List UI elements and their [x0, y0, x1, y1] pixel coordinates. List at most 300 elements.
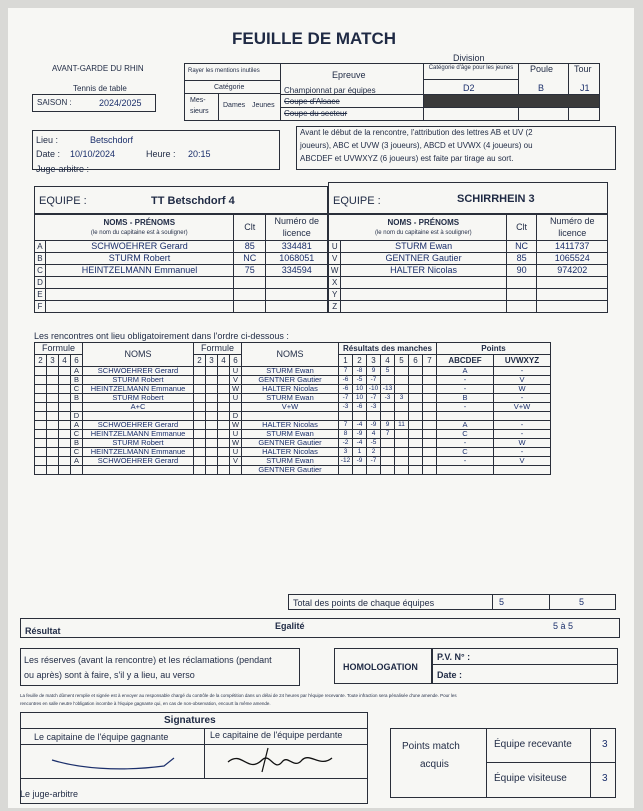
team-a-table	[34, 214, 328, 313]
resultats-header: Résultats des manches	[339, 343, 437, 355]
set-number: 7	[423, 355, 437, 367]
set-number: 6	[409, 355, 423, 367]
set-score	[395, 457, 409, 466]
date-label: Date :	[36, 149, 61, 159]
set-score	[381, 376, 395, 385]
match-row	[35, 466, 551, 475]
formule-a-cell	[47, 403, 59, 412]
team-a-letter: F	[35, 301, 46, 313]
points-b-header: UVWXYZ	[494, 355, 551, 367]
club-name: AVANT-GARDE DU RHIN	[52, 64, 144, 73]
team-a-header	[34, 186, 328, 214]
set-score	[381, 466, 395, 475]
formule-b-cell	[194, 385, 206, 394]
recevante-label: Équipe recevante	[494, 739, 572, 750]
team-b-player-clt	[506, 289, 537, 301]
team-a-player-name: STURM Robert	[45, 253, 233, 265]
match-sheet	[8, 8, 634, 808]
tirage-line-1: Avant le début de la rencontre, l'attribution des lettres AB et UV (2	[300, 128, 533, 137]
formule-b-cell	[218, 385, 230, 394]
team-b-player-clt: NC	[506, 241, 537, 253]
points-a-cell: -	[437, 457, 494, 466]
match-player-a: SCHWOEHRER Gerard	[83, 367, 194, 376]
match-player-b: HALTER Nicolas	[242, 421, 339, 430]
match-letter-b: V	[230, 457, 242, 466]
team-a-player-clt: 75	[234, 265, 266, 277]
set-score	[423, 376, 437, 385]
team-b-capitaine-note: (le nom du capitaine est à souligner)	[374, 230, 472, 236]
set-score	[409, 385, 423, 394]
match-player-a	[83, 412, 194, 421]
team-a-player-name: HEINTZELMANN Emmanuel	[45, 265, 233, 277]
formule-b-cell	[206, 385, 218, 394]
points-match-label-2: acquis	[420, 759, 449, 770]
juge-label: Juge-arbitre :	[36, 164, 90, 174]
reserves-box	[20, 648, 300, 686]
set-score	[423, 457, 437, 466]
match-letter-a: A	[71, 421, 83, 430]
match-row	[35, 412, 551, 421]
formule-b-cell	[218, 430, 230, 439]
points-a-cell: C	[437, 430, 494, 439]
match-letter-a	[71, 466, 83, 475]
match-player-b: GENTNER Gautier	[242, 376, 339, 385]
formule-a-cell	[47, 466, 59, 475]
set-score	[423, 466, 437, 475]
match-row	[35, 421, 551, 430]
points-a-cell	[437, 466, 494, 475]
points-header: Points	[437, 343, 551, 355]
date-value: 10/10/2024	[70, 149, 116, 159]
team-a-player-licence: 334594	[266, 265, 328, 277]
match-player-a	[83, 466, 194, 475]
team-a-player-licence	[266, 289, 328, 301]
formule-a-cell	[47, 367, 59, 376]
match-player-b: GENTNER Gautier	[242, 439, 339, 448]
set-score	[409, 439, 423, 448]
team-b-letter: Y	[329, 289, 341, 301]
dames-label: Dames	[223, 102, 246, 109]
set-score	[395, 466, 409, 475]
set-score	[409, 403, 423, 412]
formule-a-cell	[47, 421, 59, 430]
set-score	[423, 421, 437, 430]
points-a-cell: -	[437, 403, 494, 412]
points-a-cell: -	[437, 439, 494, 448]
points-a-cell: B	[437, 394, 494, 403]
team-b-player-name: HALTER Nicolas	[341, 265, 506, 277]
epreuve-item-3: Coupe du secteur	[284, 109, 348, 118]
set-score: -7	[339, 394, 353, 403]
points-a-cell: A	[437, 367, 494, 376]
redacted-bar	[424, 95, 599, 107]
team-b-header	[328, 182, 608, 214]
match-row	[35, 448, 551, 457]
team-a-letter: A	[35, 241, 46, 253]
total-a: 5	[499, 597, 505, 607]
set-score: 3	[339, 448, 353, 457]
poule-value: B	[538, 83, 545, 93]
lieu-label: Lieu :	[36, 135, 59, 145]
team-a-player-licence	[266, 301, 328, 313]
match-letter-b: V	[230, 376, 242, 385]
set-score	[339, 412, 353, 421]
set-number: 1	[339, 355, 353, 367]
points-b-cell	[494, 412, 551, 421]
formule-b-cell	[206, 457, 218, 466]
set-score: -12	[339, 457, 353, 466]
points-b-cell: -	[494, 448, 551, 457]
formule-b-cell	[194, 367, 206, 376]
team-b-row	[329, 241, 608, 253]
formule-a-number: 3	[47, 355, 59, 367]
team-b-player-name	[341, 277, 506, 289]
match-letter-b: W	[230, 385, 242, 394]
set-score	[409, 412, 423, 421]
team-a-noms-header: NOMS - PRÉNOMS	[103, 218, 176, 227]
division-value: D2	[463, 83, 475, 93]
set-score: -10	[367, 385, 381, 394]
set-score	[395, 403, 409, 412]
formule-a-number: 4	[59, 355, 71, 367]
formule-a-cell	[59, 430, 71, 439]
points-a-cell: -	[437, 376, 494, 385]
team-a-equipe-label: EQUIPE :	[39, 195, 87, 207]
match-letter-a: D	[71, 412, 83, 421]
team-b-player-name: GENTNER Gautier	[341, 253, 506, 265]
formule-a-cell	[47, 394, 59, 403]
formule-b-cell	[206, 448, 218, 457]
formule-a-cell	[35, 421, 47, 430]
formule-b-cell	[194, 430, 206, 439]
formule-b-cell	[218, 376, 230, 385]
formule-a-cell	[59, 457, 71, 466]
team-b-letter: Z	[329, 301, 341, 313]
set-score: 7	[339, 421, 353, 430]
team-b-player-licence	[537, 289, 608, 301]
set-score: 5	[381, 367, 395, 376]
set-score	[381, 403, 395, 412]
set-score: 10	[353, 385, 367, 394]
result-row	[20, 618, 620, 638]
formule-b-cell	[194, 403, 206, 412]
set-score: -4	[353, 421, 367, 430]
team-b-player-name	[341, 289, 506, 301]
points-match-label-1: Points match	[402, 741, 460, 752]
match-player-b: STURM Ewan	[242, 367, 339, 376]
set-score: 1	[353, 448, 367, 457]
formule-b-cell	[206, 430, 218, 439]
formule-a-header: Formule	[35, 343, 83, 355]
reserves-line-1: Les réserves (avant la rencontre) et les réclamations (pendant	[24, 655, 272, 665]
match-player-a: HEINTZELMANN Emmanue	[83, 448, 194, 457]
formule-b-cell	[206, 367, 218, 376]
formule-b-cell	[194, 439, 206, 448]
set-number: 4	[381, 355, 395, 367]
points-b-cell: -	[494, 367, 551, 376]
set-score	[395, 367, 409, 376]
formule-b-cell	[194, 466, 206, 475]
visiteuse-value: 3	[602, 773, 608, 784]
team-b-letter: X	[329, 277, 341, 289]
match-letter-a: A	[71, 367, 83, 376]
pv-date-label: Date :	[437, 670, 463, 680]
team-b-player-clt	[506, 277, 537, 289]
team-a-row	[35, 253, 328, 265]
match-letter-a: B	[71, 439, 83, 448]
team-a-player-name	[45, 289, 233, 301]
match-row	[35, 439, 551, 448]
team-a-player-name: SCHWOEHRER Gerard	[45, 241, 233, 253]
season-box	[32, 94, 156, 112]
heure-label: Heure :	[146, 149, 176, 159]
set-score: 2	[367, 448, 381, 457]
set-score: -6	[339, 385, 353, 394]
points-b-cell	[494, 466, 551, 475]
team-a-name: TT Betschdorf 4	[151, 195, 235, 207]
set-score	[395, 430, 409, 439]
formule-a-cell	[35, 448, 47, 457]
match-letter-a: C	[71, 430, 83, 439]
team-b-row	[329, 301, 608, 313]
division-note: Catégorie d'âge pour les jeunes	[428, 65, 514, 71]
points-b-cell: -	[494, 394, 551, 403]
formule-a-cell	[59, 448, 71, 457]
set-score: 9	[367, 367, 381, 376]
formule-b-number: 4	[218, 355, 230, 367]
set-score: -9	[353, 430, 367, 439]
set-score: -3	[339, 403, 353, 412]
set-score	[381, 457, 395, 466]
set-score	[395, 439, 409, 448]
formule-b-cell	[218, 412, 230, 421]
team-b-licence-header-2: licence	[558, 228, 587, 238]
set-score	[409, 394, 423, 403]
set-score	[409, 448, 423, 457]
rayer-note: Rayer les mentions inutiles	[188, 68, 260, 74]
points-b-cell: -	[494, 430, 551, 439]
formule-b-cell	[218, 457, 230, 466]
formule-b-cell	[194, 376, 206, 385]
set-score	[353, 466, 367, 475]
heure-value: 20:15	[188, 149, 211, 159]
set-score	[395, 448, 409, 457]
team-b-name: SCHIRRHEIN 3	[457, 193, 535, 205]
set-score	[423, 403, 437, 412]
team-b-row	[329, 265, 608, 277]
team-a-player-name	[45, 277, 233, 289]
fine-print-1: La feuille de match dûment remplie et signée est à envoyer au responsable chargé du contrôle de la compétition dans un délai de 24 heures par l'équipe recevante. Toute infraction sera pénalisée d'une amende. Pour les	[20, 693, 457, 698]
formule-a-cell	[47, 376, 59, 385]
team-a-letter: C	[35, 265, 46, 277]
team-a-row	[35, 241, 328, 253]
winner-signature-icon	[48, 746, 178, 776]
formule-b-cell	[206, 394, 218, 403]
formule-a-cell	[35, 394, 47, 403]
formule-b-cell	[206, 421, 218, 430]
set-score	[423, 412, 437, 421]
team-b-letter: W	[329, 265, 341, 277]
winner-captain-label: Le capitaine de l'équipe gagnante	[34, 732, 169, 742]
formule-b-cell	[206, 412, 218, 421]
match-player-a: SCHWOEHRER Gerard	[83, 457, 194, 466]
team-b-player-licence	[537, 277, 608, 289]
formule-a-cell	[47, 430, 59, 439]
formule-b-cell	[194, 421, 206, 430]
team-a-clt-header: Clt	[234, 215, 266, 241]
team-a-row	[35, 277, 328, 289]
set-score: 4	[367, 430, 381, 439]
visiteuse-label: Équipe visiteuse	[494, 773, 567, 784]
tour-label: Tour	[574, 64, 592, 74]
formule-a-cell	[35, 367, 47, 376]
formule-b-cell	[194, 394, 206, 403]
set-score: -13	[381, 385, 395, 394]
team-a-player-clt: 85	[234, 241, 266, 253]
formule-a-cell	[59, 439, 71, 448]
set-score: -4	[353, 439, 367, 448]
formule-a-cell	[35, 439, 47, 448]
formule-b-cell	[218, 403, 230, 412]
team-b-noms-header: NOMS - PRÉNOMS	[387, 218, 460, 227]
points-a-cell	[437, 412, 494, 421]
epreuve-item-1: Championnat par équipes	[284, 86, 376, 95]
team-a-player-clt	[234, 289, 266, 301]
formule-b-cell	[194, 457, 206, 466]
epreuve-label: Epreuve	[332, 70, 366, 80]
points-b-cell: V	[494, 376, 551, 385]
points-a-cell: A	[437, 421, 494, 430]
match-letter-a: B	[71, 394, 83, 403]
team-b-licence-header-1: Numéro de	[549, 216, 595, 226]
formule-a-cell	[35, 430, 47, 439]
team-b-player-licence: 974202	[537, 265, 608, 277]
points-b-cell: V+W	[494, 403, 551, 412]
points-b-cell: -	[494, 421, 551, 430]
set-score: -5	[353, 376, 367, 385]
team-a-player-clt: NC	[234, 253, 266, 265]
homologation-label: HOMOLOGATION	[343, 662, 418, 672]
team-a-player-clt	[234, 301, 266, 313]
team-b-player-licence: 1411737	[537, 241, 608, 253]
set-score: -9	[353, 457, 367, 466]
formule-a-cell	[35, 457, 47, 466]
match-player-b: STURM Ewan	[242, 430, 339, 439]
set-score: 9	[381, 421, 395, 430]
result-egalite: Egalité	[275, 621, 305, 631]
reserves-line-2: ou après) sont à faire, s'il y a lieu, au verso	[24, 670, 195, 680]
points-a-cell: C	[437, 448, 494, 457]
team-a-licence-header-1: Numéro de	[274, 216, 319, 226]
team-b-letter: U	[329, 241, 341, 253]
formule-a-number: 2	[35, 355, 47, 367]
formule-b-cell	[218, 421, 230, 430]
formule-a-cell	[35, 403, 47, 412]
team-b-letter: V	[329, 253, 341, 265]
match-letter-b: D	[230, 412, 242, 421]
team-a-player-licence: 1068051	[266, 253, 328, 265]
team-b-player-name	[341, 301, 506, 313]
match-letter-b: U	[230, 394, 242, 403]
formule-a-cell	[47, 457, 59, 466]
set-score	[423, 367, 437, 376]
match-player-b: HALTER Nicolas	[242, 448, 339, 457]
formule-b-header: Formule	[194, 343, 242, 355]
loser-captain-label: Le capitaine de l'équipe perdante	[210, 730, 343, 740]
team-a-capitaine-note: (le nom du capitaine est à souligner)	[90, 230, 188, 236]
set-score: 11	[395, 421, 409, 430]
tour-value: J1	[580, 83, 590, 93]
epreuve-item-2: Coupe d'Alsace	[284, 97, 340, 106]
set-score	[409, 457, 423, 466]
set-score	[395, 385, 409, 394]
set-score	[339, 466, 353, 475]
set-score: -8	[353, 367, 367, 376]
set-score	[409, 421, 423, 430]
match-letter-b: W	[230, 439, 242, 448]
formule-b-cell	[218, 367, 230, 376]
set-score: -7	[367, 394, 381, 403]
match-row	[35, 376, 551, 385]
formule-b-cell	[206, 466, 218, 475]
formule-b-cell	[218, 448, 230, 457]
match-player-a: HEINTZELMANN Emmanue	[83, 430, 194, 439]
match-letter-a: B	[71, 376, 83, 385]
team-a-row	[35, 289, 328, 301]
formule-a-cell	[59, 367, 71, 376]
noms-a-header: NOMS	[83, 343, 194, 367]
formule-a-cell	[47, 385, 59, 394]
team-b-player-clt: 90	[506, 265, 537, 277]
set-score	[381, 439, 395, 448]
team-b-player-licence: 1065524	[537, 253, 608, 265]
team-b-row	[329, 253, 608, 265]
set-score	[423, 430, 437, 439]
points-b-cell: W	[494, 385, 551, 394]
tirage-line-2: joueurs), ABC et UVW (3 joueurs), ABCD et UVWX (4 joueurs) ou	[300, 141, 533, 150]
team-b-equipe-label: EQUIPE :	[333, 195, 381, 207]
match-player-a: HEINTZELMANN Emmanue	[83, 385, 194, 394]
team-a-player-clt	[234, 277, 266, 289]
formule-a-cell	[35, 466, 47, 475]
team-a-letter: D	[35, 277, 46, 289]
match-row	[35, 403, 551, 412]
set-score	[409, 430, 423, 439]
homologation-box	[334, 648, 432, 684]
match-letter-b	[230, 466, 242, 475]
set-score	[409, 376, 423, 385]
result-score: 5 à 5	[553, 621, 574, 631]
set-score: -7	[367, 376, 381, 385]
division-label: Division	[453, 53, 485, 63]
pv-box	[432, 648, 618, 684]
categorie-label: Catégorie	[214, 84, 245, 91]
formule-a-cell	[59, 385, 71, 394]
match-player-b: STURM Ewan	[242, 394, 339, 403]
jeunes-label: Jeunes	[252, 102, 275, 109]
set-score: 7	[381, 430, 395, 439]
juge-arbitre-label: Le juge-arbitre	[20, 789, 79, 799]
set-number: 3	[367, 355, 381, 367]
set-score	[367, 412, 381, 421]
formule-b-number: 2	[194, 355, 206, 367]
formule-a-cell	[35, 412, 47, 421]
formule-b-number: 3	[206, 355, 218, 367]
formule-b-cell	[218, 439, 230, 448]
team-b-player-clt	[506, 301, 537, 313]
match-letter-b: U	[230, 367, 242, 376]
season-value: 2024/2025	[99, 98, 142, 108]
